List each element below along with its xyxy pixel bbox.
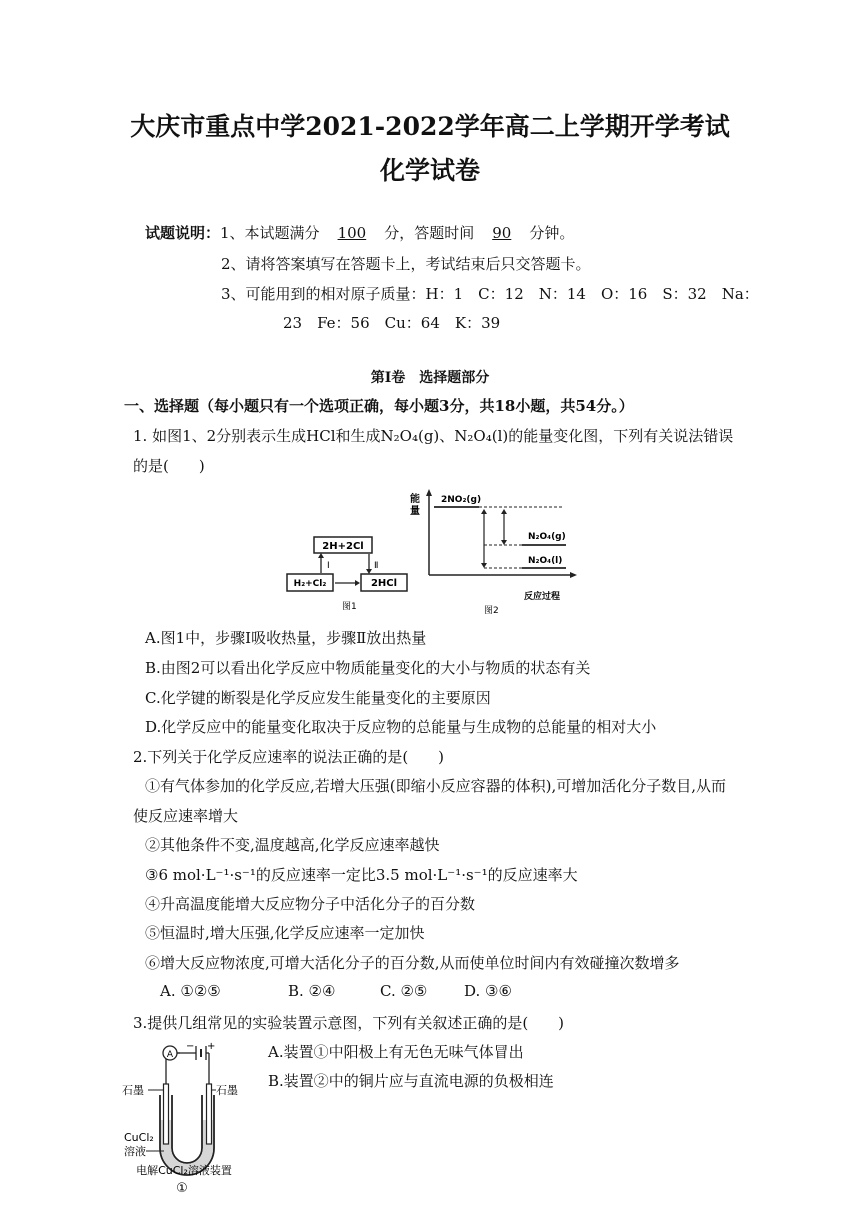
- question-2-option-c: C. ②⑤: [380, 982, 428, 1000]
- instruction-line-1: [145, 222, 574, 243]
- fig1-caption: 图1: [342, 602, 357, 612]
- question-2-option-a: A. ①②⑤: [160, 982, 221, 1000]
- instruction-text: 分，答题时间: [384, 224, 475, 242]
- question-2-statement-6: ⑥增大反应物浓度,可增大活化分子的百分数,从而使单位时间内有效碰撞次数增多: [145, 954, 680, 972]
- instruction-line-2: 2、请将答案填写在答题卡上，考试结束后只交答题卡。: [221, 255, 591, 273]
- fig2-level1-label: 2NO₂(g): [441, 495, 482, 505]
- time-value: 90: [492, 224, 512, 242]
- battery-minus: −: [186, 1041, 195, 1052]
- fig1-top-label: 2H+2Cl: [322, 541, 364, 552]
- question-2-option-d: D. ③⑥: [464, 982, 512, 1000]
- question-1-option-a: A.图1中，步骤Ⅰ吸收热量，步骤Ⅱ放出热量: [145, 629, 427, 647]
- section-heading: 一、选择题（每小题只有一个选项正确，每小题3分，共18小题，共54分。）: [124, 397, 634, 415]
- question-1-option-b: B.由图2可以看出化学反应中物质能量变化的大小与物质的状态有关: [145, 659, 591, 677]
- instruction-label: 试题说明：: [145, 224, 221, 242]
- fig1-right-label: 2HCl: [370, 578, 398, 589]
- question-2-statement-4: ④升高温度能增大反应物分子中活化分子的百分数: [145, 895, 476, 913]
- instruction-text: 1、本试题满分: [220, 224, 320, 242]
- battery-plus: +: [207, 1041, 216, 1052]
- apparatus-caption: 电解CuCl₂溶液装置: [136, 1164, 232, 1177]
- apparatus-number: ①: [176, 1181, 188, 1196]
- instruction-line-3: 3、可能用到的相对原子质量：H：1 C：12 N：14 O：16 S：32 Na：: [221, 285, 759, 303]
- solution-label-1: CuCl₂: [124, 1131, 154, 1144]
- page-subtitle: 化学试卷: [379, 156, 480, 185]
- question-3-option-a: A.装置①中阳极上有无色无味气体冒出: [268, 1043, 524, 1061]
- u-tube-inner: [172, 1095, 202, 1163]
- question-3-stem: 3.提供几组常见的实验装置示意图，下列有关叙述正确的是( ): [133, 1014, 565, 1032]
- question-1-stem-cont: 的是( ): [133, 457, 205, 475]
- right-electrode-label: 石墨: [216, 1084, 238, 1097]
- left-graphite-electrode: [164, 1084, 169, 1144]
- electrolysis-apparatus-diagram: [112, 1040, 257, 1200]
- question-2-statement-1: ①有气体参加的化学反应,若增大压强(即缩小反应容器的体积),可增加活化分子数目,从而: [145, 777, 727, 795]
- fig2-xlabel: 反应过程: [524, 592, 561, 602]
- instruction-line-4: 23 Fe：56 Cu：64 K：39: [283, 314, 501, 332]
- solution-label-2: 溶液: [124, 1145, 146, 1158]
- ammeter-label: A: [166, 1050, 174, 1060]
- fig2-level3-label: N₂O₄(l): [528, 556, 563, 566]
- fig2-level2-label: N₂O₄(g): [528, 532, 566, 542]
- question-2-statement-1-cont: 使反应速率增大: [133, 807, 239, 825]
- question-2-statement-5: ⑤恒温时,增大压强,化学反应速率一定加快: [145, 924, 425, 942]
- question-2-stem: 2.下列关于化学反应速率的说法正确的是( ): [133, 748, 445, 766]
- fig2-caption: 图2: [484, 606, 499, 616]
- part-title: 第Ⅰ卷 选择题部分: [370, 370, 490, 386]
- question-2-statement-3: ③6 mol·L⁻¹·s⁻¹的反应速率一定比3.5 mol·L⁻¹·s⁻¹的反应速率大: [145, 866, 578, 884]
- question-1-option-c: C.化学键的断裂是化学反应发生能量变化的主要原因: [145, 689, 491, 707]
- left-electrode-label: 石墨: [122, 1084, 144, 1097]
- question-2-option-b: B. ②④: [288, 982, 336, 1000]
- instruction-text: 分钟。: [529, 224, 575, 242]
- fig1-left-label: H₂+Cl₂: [293, 579, 327, 589]
- question-1-stem: 1. 如图1、2分别表示生成HCl和生成N₂O₄(g)、N₂O₄(l)的能量变化图，下列有关说法错误: [133, 427, 734, 445]
- fig2-ylabel-2: 量: [410, 506, 420, 517]
- figure-2-energy-diagram: [404, 488, 586, 618]
- figure-1-diagram: [285, 533, 410, 613]
- page-title: 大庆市重点中学2021-2022学年高二上学期开学考试: [130, 112, 730, 141]
- question-3-option-b: B.装置②中的铜片应与直流电源的负极相连: [268, 1072, 554, 1090]
- fig1-step1-label: Ⅰ: [327, 561, 330, 571]
- right-graphite-electrode: [207, 1084, 212, 1144]
- question-1-option-d: D.化学反应中的能量变化取决于反应物的总能量与生成物的总能量的相对大小: [145, 718, 657, 736]
- score-value: 100: [337, 224, 367, 242]
- fig1-step2-label: Ⅱ: [374, 561, 379, 571]
- fig2-ylabel-1: 能: [410, 494, 420, 505]
- question-2-statement-2: ②其他条件不变,温度越高,化学反应速率越快: [145, 836, 440, 854]
